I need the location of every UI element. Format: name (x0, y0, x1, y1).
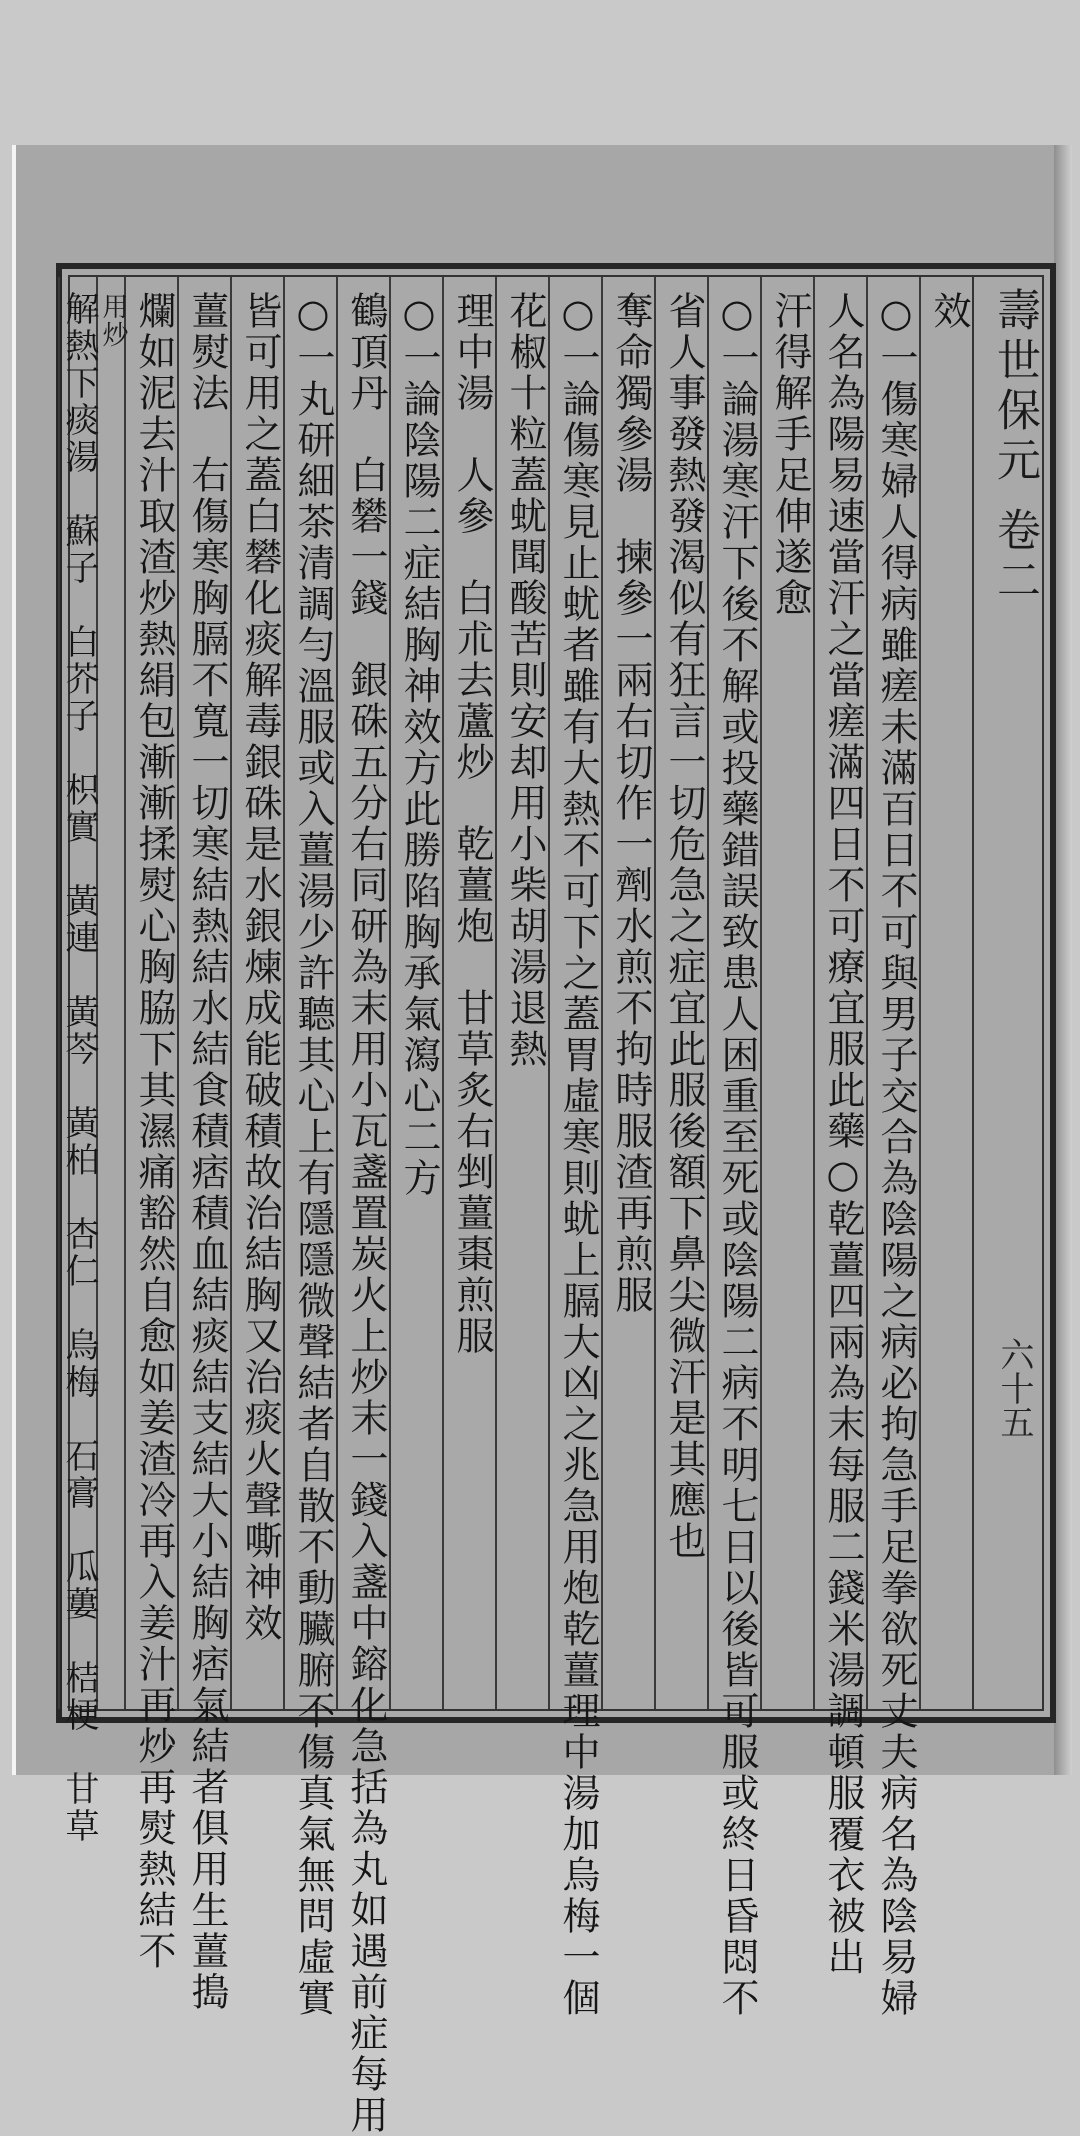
text-column (601, 277, 654, 1709)
column-grid (59, 275, 1044, 2136)
column-text: ○一丸研細茶清調勻溫服或入薑湯少許聽其心上有隱隱微聲結者自散不動臟腑不傷真氣無問虛實 (291, 291, 335, 2019)
text-column (813, 277, 866, 1978)
text-column (336, 277, 389, 2136)
book-page (12, 145, 1072, 2136)
text-column (919, 277, 972, 1709)
text-column (866, 277, 919, 2019)
text-column (654, 277, 707, 1709)
header-strip (972, 277, 1040, 1709)
text-column (283, 277, 336, 2019)
column-text: ○一論陰陽二症結胸神效方此勝陷胸承氣瀉心二方 (397, 291, 441, 1199)
text-column (389, 277, 442, 1709)
column-text: 爛如泥去汁取渣炒熱絹包漸漸揉熨心胸脇下其濕痛豁然自愈如姜渣冷再入姜汁再炒再熨熱結不 (132, 291, 176, 1972)
book-title: 壽世保元 卷二 (989, 287, 1040, 607)
column-text: 奪命獨參湯 揀參一兩右切作一劑水煎不拘時服渣再煎服 (609, 291, 653, 1316)
column-text: 人名為陽易速當汗之當瘥滿四日不可療宜服此藥○乾薑四兩為末每服二錢米湯調頓服覆衣被出 (821, 291, 865, 1978)
text-frame (56, 263, 1056, 2136)
column-text: 花椒十粒蓋蚘聞酸苦則安却用小柴胡湯退熱 (503, 291, 547, 1070)
text-column (58, 277, 99, 1845)
column-text: 汗得解手足伸遂愈 (768, 291, 812, 619)
column-text: 鶴頂丹 白礬一錢 銀硃五分右同研為末用小瓦盞置炭火上炒末一錢入盞中鎔化急括為丸如遇前症每用 (344, 291, 388, 2136)
column-text: 省人事發熱發渴似有狂言一切危急之症宜此服後額下鼻尖微汗是其應也 (662, 291, 706, 1562)
text-column (230, 277, 283, 1709)
text-column (548, 277, 601, 2019)
text-column (177, 277, 230, 2013)
page-number: 六十五 (994, 1337, 1034, 1439)
text-column (124, 277, 177, 1972)
column-text: 理中湯 人參 白朮去蘆炒 乾薑炮 甘草炙右剉薑棗煎服 (450, 291, 494, 1357)
text-column (760, 277, 813, 1709)
column-text: 皆可用之蓋白礬化痰解毒銀硃是水銀煉成能破積故治結胸又治痰火聲嘶神效 (238, 291, 282, 1644)
column-text: 效 (927, 291, 971, 332)
page-edge-shadow (1054, 145, 1072, 1775)
column-text: ○一論湯寒汗下後不解或投藥錯誤致患人困重至死或陰陽二病不明七日以後皆可服或終日昏悶不 (715, 291, 759, 2019)
column-text: 薑熨法 右傷寒胸膈不寬一切寒結熱結水結食積痞積血結痰結支結大小結胸痞氣結者俱用生薑搗 (185, 291, 229, 2013)
text-column (442, 277, 495, 1709)
column-text: ○一論傷寒見止蚘者雖有大熱不可下之蓋胃虛寒則蚘上膈大凶之兆急用炮乾薑理中湯加烏梅一個 (556, 291, 600, 2019)
column-text: 解熱下痰湯 蘇子 白芥子 枳實 黃連 黃芩 黃柏 杏仁 烏梅 石膏 瓜蔞 桔梗 甘草 (59, 291, 99, 1845)
text-column-small (96, 277, 128, 1709)
column-text: 用炒 (98, 293, 128, 349)
text-column (495, 277, 548, 1709)
text-column (707, 277, 760, 2019)
column-text: ○一傷寒婦人得病雖瘥未滿百日不可與男子交合為陰陽之病必拘急手足拳欲死丈夫病名為陰易婦 (874, 291, 918, 2019)
